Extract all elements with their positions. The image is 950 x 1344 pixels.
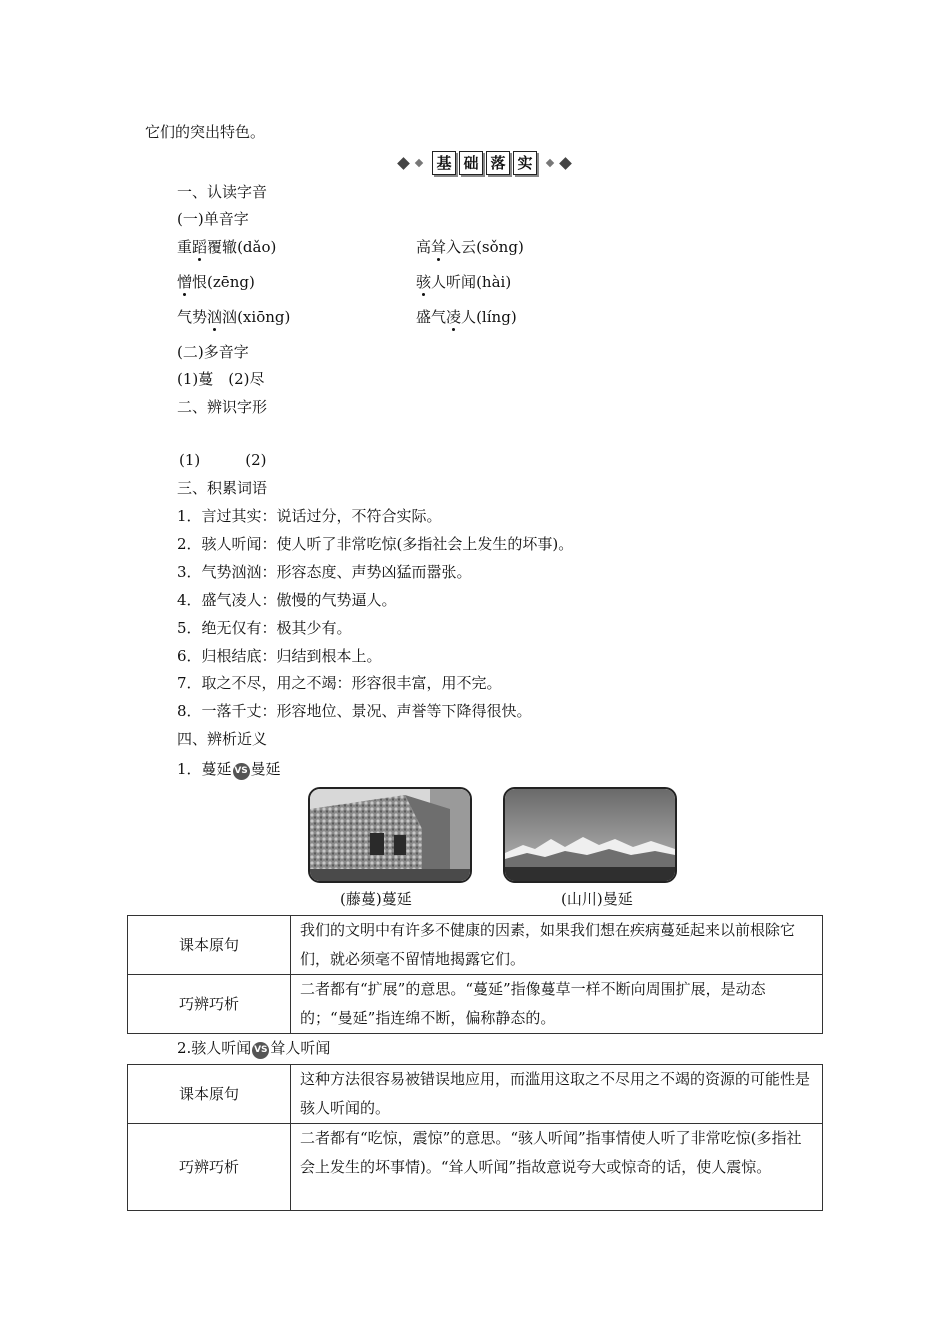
diamond-ornament-icon [415,159,423,167]
banner-char: 基 [432,151,456,175]
vs-icon: VS [233,763,250,780]
dotted-char: 汹 [207,308,223,326]
row-content: 二者都有“吃惊，震惊”的意思。“骇人听闻”指事情使人听了非常吃惊(多指社会上发生的坏事情)。“耸人听闻”指故意说夸大或惊奇的话，使人震惊。 [291,1124,823,1211]
pronunciation-word: 骇人听闻(hài) [416,273,512,291]
vine-wall-illustration [310,789,470,881]
vs-icon: VS [252,1042,269,1059]
pronunciation-word: 气势汹汹(xiōng) [177,308,291,326]
banner-char: 础 [459,151,483,175]
section-2-title: 二、辨识字形 [177,398,268,416]
pair-2-left-word: 2.骇人听闻 [177,1039,252,1057]
dotted-char: 骇 [416,273,432,291]
pair-2-heading [177,1038,330,1059]
section-3-title: 三、积累词语 [177,479,268,497]
vocab-item: 3．气势汹汹：形容态度、声势凶猛而嚣张。 [177,563,472,581]
vocab-item: 1．言过其实：说话过分，不符合实际。 [177,507,442,525]
row-header: 巧辨巧析 [128,975,291,1034]
section-4-title: 四、辨析近义 [177,730,268,748]
pair-2-right-word: 耸人听闻 [270,1039,331,1057]
pair-1-right-word: 曼延 [250,760,281,778]
vocab-item: 7．取之不尽，用之不竭：形容很丰富，用不完。 [177,674,502,692]
row-content: 我们的文明中有许多不健康的因素，如果我们想在疾病蔓延起来以前根除它们，就必须毫不留情地揭露它们。 [291,916,823,975]
dotted-char: 憎 [177,273,193,291]
row-content: 这种方法很容易被错误地应用，而滥用这取之不尽用之不竭的资源的可能性是骇人听闻的。 [291,1065,823,1124]
vocab-item: 2．骇人听闻：使人听了非常吃惊(多指社会上发生的坏事)。 [177,535,574,553]
vine-spreading-image [308,787,472,883]
table-row [128,1065,823,1124]
vocab-item: 6．归根结底：归结到根本上。 [177,647,382,665]
diamond-ornament-icon [546,159,554,167]
mountain-illustration [505,789,675,881]
diamond-ornament-icon [397,157,410,170]
diamond-ornament-icon [559,157,572,170]
polyphonic-items: (1)蔓 (2)尽 [177,370,265,388]
vocab-item: 8．一落千丈：形容地位、景况、声誉等下降得很快。 [177,702,532,720]
vocab-item: 4．盛气凌人：傲慢的气势逼人。 [177,591,397,609]
subsection-single-pronunciation: (一)单音字 [177,210,249,228]
mountain-range-image [503,787,677,883]
intro-tail-text: 它们的突出特色。 [145,123,266,141]
row-content: 二者都有“扩展”的意思。“蔓延”指像蔓草一样不断向周围扩展，是动态的；“曼延”指连绵不断，偏称静态的。 [291,975,823,1034]
dotted-char: 耸 [431,238,447,256]
banner-char: 实 [513,151,537,175]
pronunciation-word: 高耸入云(sǒng) [416,238,524,256]
dotted-char: 蹈 [192,238,208,256]
image-caption: (山川)曼延 [561,890,633,908]
comparison-table-1 [127,915,823,1034]
banner-char: 落 [486,151,510,175]
subsection-polyphonic: (二)多音字 [177,343,249,361]
pair-1-heading [177,759,281,780]
table-row [128,1124,823,1211]
section-1-title: 一、认读字音 [177,183,268,201]
image-caption: (藤蔓)蔓延 [340,890,412,908]
pronunciation-word: 盛气凌人(líng) [416,308,517,326]
pair-1-left-word: 1．蔓延 [177,760,232,778]
vocab-item: 5．绝无仅有：极其少有。 [177,619,352,637]
pronunciation-word: 憎恨(zēng) [177,273,255,291]
dotted-char: 凌 [446,308,462,326]
glyph-items: (1) (2) [179,451,267,469]
row-header: 巧辨巧析 [128,1124,291,1211]
table-row [128,916,823,975]
pronunciation-word: 重蹈覆辙(dǎo) [177,238,277,256]
row-header: 课本原句 [128,1065,291,1124]
section-banner [395,150,574,176]
banner-title [432,151,537,175]
comparison-table-2 [127,1064,823,1211]
row-header: 课本原句 [128,916,291,975]
table-row [128,975,823,1034]
